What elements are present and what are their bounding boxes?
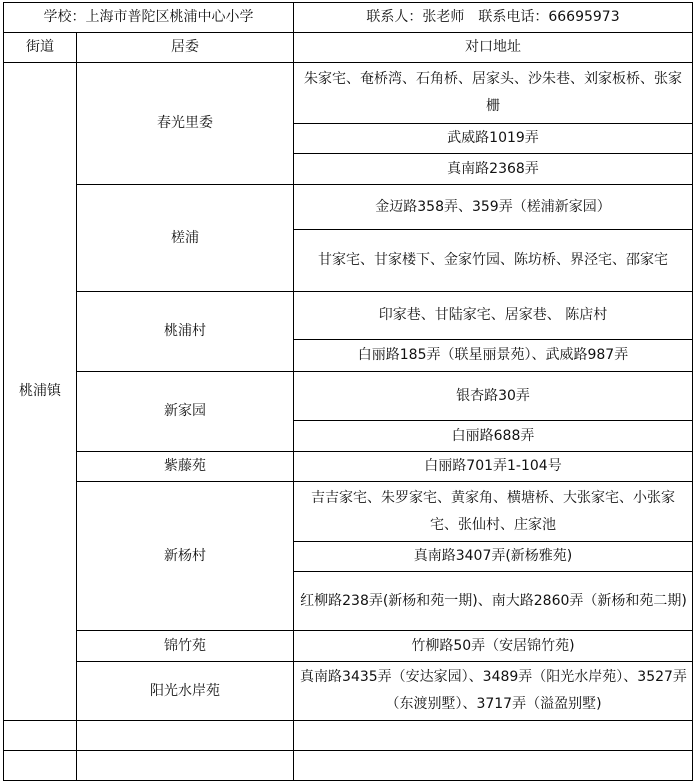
- committee-name: 新家园: [164, 403, 206, 419]
- committee-name: 春光里委: [157, 115, 213, 131]
- address-cell: 白丽路688弄: [451, 427, 535, 444]
- committee-name: 新杨村: [164, 547, 206, 564]
- address-cell: 竹柳路50弄（安居锦竹苑): [411, 637, 575, 654]
- column-header-address: 对口地址: [465, 39, 521, 55]
- address-cell: 武威路1019弄: [447, 130, 539, 146]
- address-cell: 白丽路701弄1-104号: [424, 458, 562, 474]
- school-name: 学校：上海市普陀区桃浦中心小学: [43, 9, 254, 25]
- street-cell: 桃浦镇: [19, 383, 61, 399]
- address-cell: 白丽路185弄（联星丽景苑）、武威路987弄: [357, 347, 629, 363]
- empty-cell: [4, 751, 76, 780]
- contact-info: 联系人：张老师 联系电话：66695973: [366, 9, 620, 25]
- committee-name: 紫藤苑: [164, 458, 206, 474]
- address-cell: 真南路3435弄（安达家园）、3489弄（阳光水岸苑）、3527弄（东渡别墅）、3717弄（溢盈别墅): [300, 669, 687, 712]
- address-cell: 朱家宅、奄桥湾、石角桥、居家头、沙朱巷、刘家板桥、张家栅: [304, 71, 682, 114]
- address-cell: 吉吉家宅、朱罗家宅、黄家角、横塘桥、大张家宅、小张家宅、张仙村、庄家池: [311, 489, 675, 533]
- empty-cell: [77, 751, 293, 780]
- address-cell: 真南路2368弄: [447, 160, 539, 177]
- address-cell: 真南路3407弄(新杨雅苑): [413, 548, 573, 564]
- address-cell: 银杏路30弄: [456, 387, 530, 404]
- empty-cell: [294, 721, 692, 750]
- address-cell: 印家巷、甘陆家宅、居家巷、 陈店村: [378, 307, 608, 323]
- empty-cell: [77, 721, 293, 750]
- committee-name: 锦竹苑: [164, 637, 206, 654]
- address-cell: 红柳路238弄(新杨和苑一期)、南大路2860弄（新杨和苑二期): [300, 592, 687, 609]
- address-cell: 金迈路358弄、359弄（槎浦新家园）: [375, 198, 611, 215]
- committee-name: 阳光水岸苑: [150, 682, 220, 699]
- empty-cell: [294, 751, 692, 780]
- column-header-committee: 居委: [171, 39, 199, 55]
- committee-name: 桃浦村: [164, 323, 206, 339]
- committee-name: 槎浦: [171, 229, 199, 246]
- column-header-street: 街道: [26, 39, 54, 55]
- address-cell: 甘家宅、甘家楼下、金家竹园、陈坊桥、界泾宅、邵家宅: [318, 252, 668, 268]
- empty-cell: [4, 721, 76, 750]
